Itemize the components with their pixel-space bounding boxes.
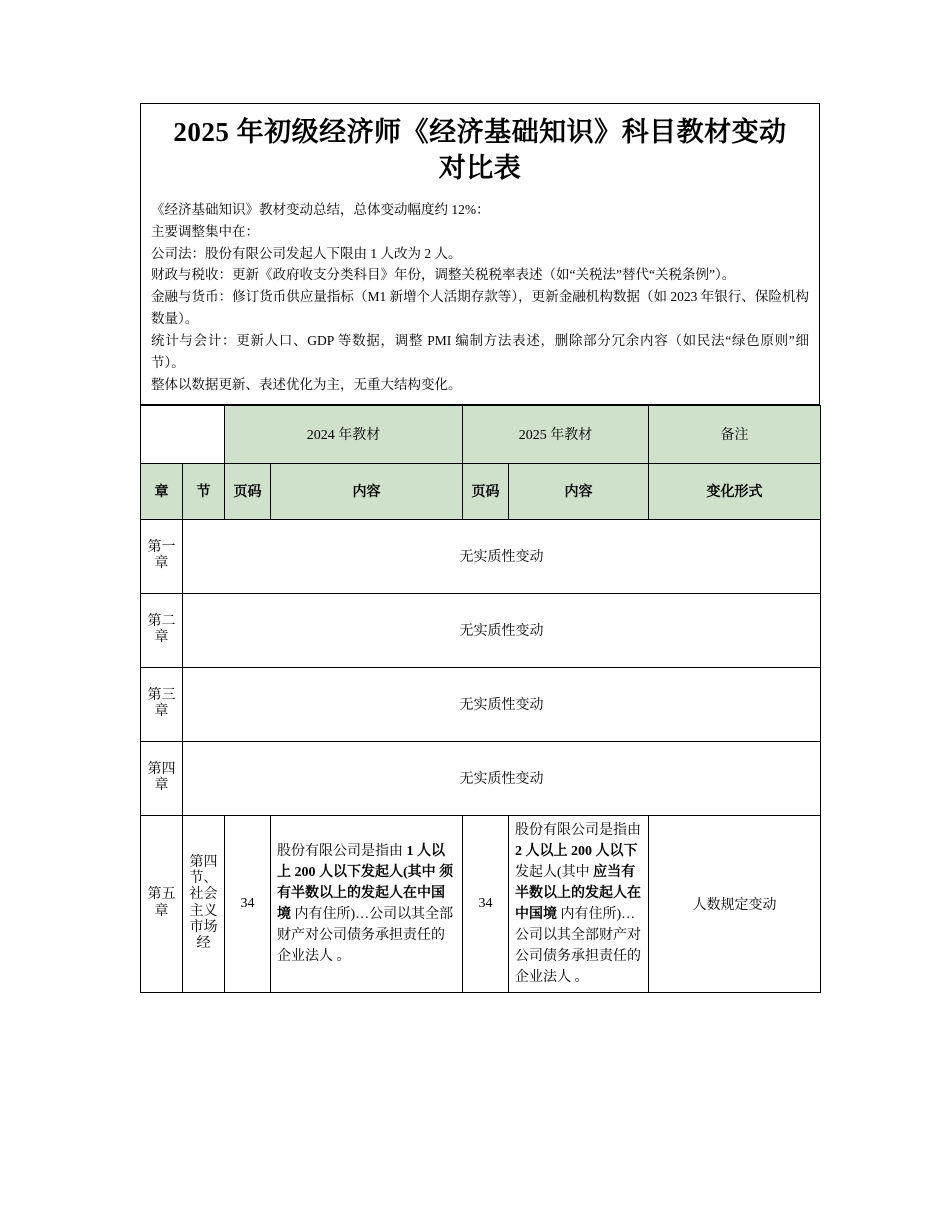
intro-line-2: 主要调整集中在：: [151, 223, 259, 239]
intro-line-4: 财政与税收：更新《政府收支分类科目》年份，调整关税税率表述（如“关税法”替代“关税条例”）。: [151, 267, 736, 283]
content-2025-part-4-bold: 应当有半数以上的发起人在中国境: [515, 864, 641, 922]
col-header-content-2025: 内容: [509, 463, 649, 519]
row-page-2025: 34: [463, 815, 509, 992]
col-header-chapter: 章: [141, 463, 183, 519]
content-2025-part-2-bold: 2 人以上 200 人以下: [515, 843, 638, 859]
content-2024-part-1: 股份有限公司是指由: [277, 843, 403, 859]
col-header-content-2024: 内容: [271, 463, 463, 519]
table-row: [141, 815, 821, 992]
row-chapter: 第四章: [141, 741, 183, 815]
row-content-2024: [271, 815, 463, 992]
row-change-type: 人数规定变动: [649, 815, 821, 992]
row-chapter: 第五章: [141, 815, 183, 992]
row-chapter: 第三章: [141, 667, 183, 741]
group-header-remark: 备注: [649, 405, 821, 463]
row-no-change-text: 无实质性变动: [183, 519, 821, 593]
group-header-2025: 2025 年教材: [463, 405, 649, 463]
table-row: [141, 519, 821, 593]
col-header-section: 节: [183, 463, 225, 519]
page-title: 2025 年初级经济师《经济基础知识》科目教材变动对比表: [173, 117, 787, 184]
group-header-blank: [141, 405, 225, 463]
table-row: [141, 667, 821, 741]
row-page-2024: 34: [225, 815, 271, 992]
content-2025-part-3: 发起人(其中: [515, 864, 590, 880]
group-header-2024: 2024 年教材: [225, 405, 463, 463]
table-sub-header-row: [141, 463, 821, 519]
row-no-change-text: 无实质性变动: [183, 593, 821, 667]
content-2025-part-5: 内有住所)…公司以其全部财产对公司债务承担责任的企业法人 。: [515, 906, 641, 985]
intro-line-6: 统计与会计：更新人口、GDP 等数据，调整 PMI 编制方法表述，删除部分冗余内容（如民法“绿色原则”细节）。: [151, 333, 809, 370]
row-section: 第四节、社会主义市场经: [183, 815, 225, 992]
table-row: [141, 741, 821, 815]
row-chapter: 第一章: [141, 519, 183, 593]
content-2025-part-1: 股份有限公司是指由: [515, 822, 641, 838]
row-content-2025: [509, 815, 649, 992]
row-no-change-text: 无实质性变动: [183, 741, 821, 815]
row-no-change-text: 无实质性变动: [183, 667, 821, 741]
row-chapter: 第二章: [141, 593, 183, 667]
content-2024-part-2-bold: 1 人以上 200 人以下发起人(其中: [277, 843, 445, 880]
content-2024-part-4: 内有住所)…公司以其全部财产对公司债务承担责任的企业法人 。: [277, 906, 454, 964]
intro-line-1: 《经济基础知识》教材变动总结，总体变动幅度约 12%：: [151, 201, 490, 217]
intro-paragraphs: [141, 195, 819, 404]
comparison-table: [140, 405, 821, 993]
intro-line-7: 整体以数据更新、表述优化为主，无重大结构变化。: [151, 376, 462, 392]
col-header-page-2024: 页码: [225, 463, 271, 519]
table-group-header-row: [141, 405, 821, 463]
intro-line-5: 金融与货币：修订货币供应量指标（M1 新增个人活期存款等），更新金融机构数据（如 2023 年银行、保险机构数量）。: [151, 289, 809, 327]
col-header-page-2025: 页码: [463, 463, 509, 519]
table-row: [141, 593, 821, 667]
document-body: [140, 103, 820, 993]
title-and-intro-block: [140, 103, 820, 405]
content-2024-part-3-bold: 须有半数以上的发起人在中国境: [277, 864, 454, 922]
intro-line-3: 公司法：股份有限公司发起人下限由 1 人改为 2 人。: [151, 245, 462, 261]
col-header-change-type: 变化形式: [649, 463, 821, 519]
